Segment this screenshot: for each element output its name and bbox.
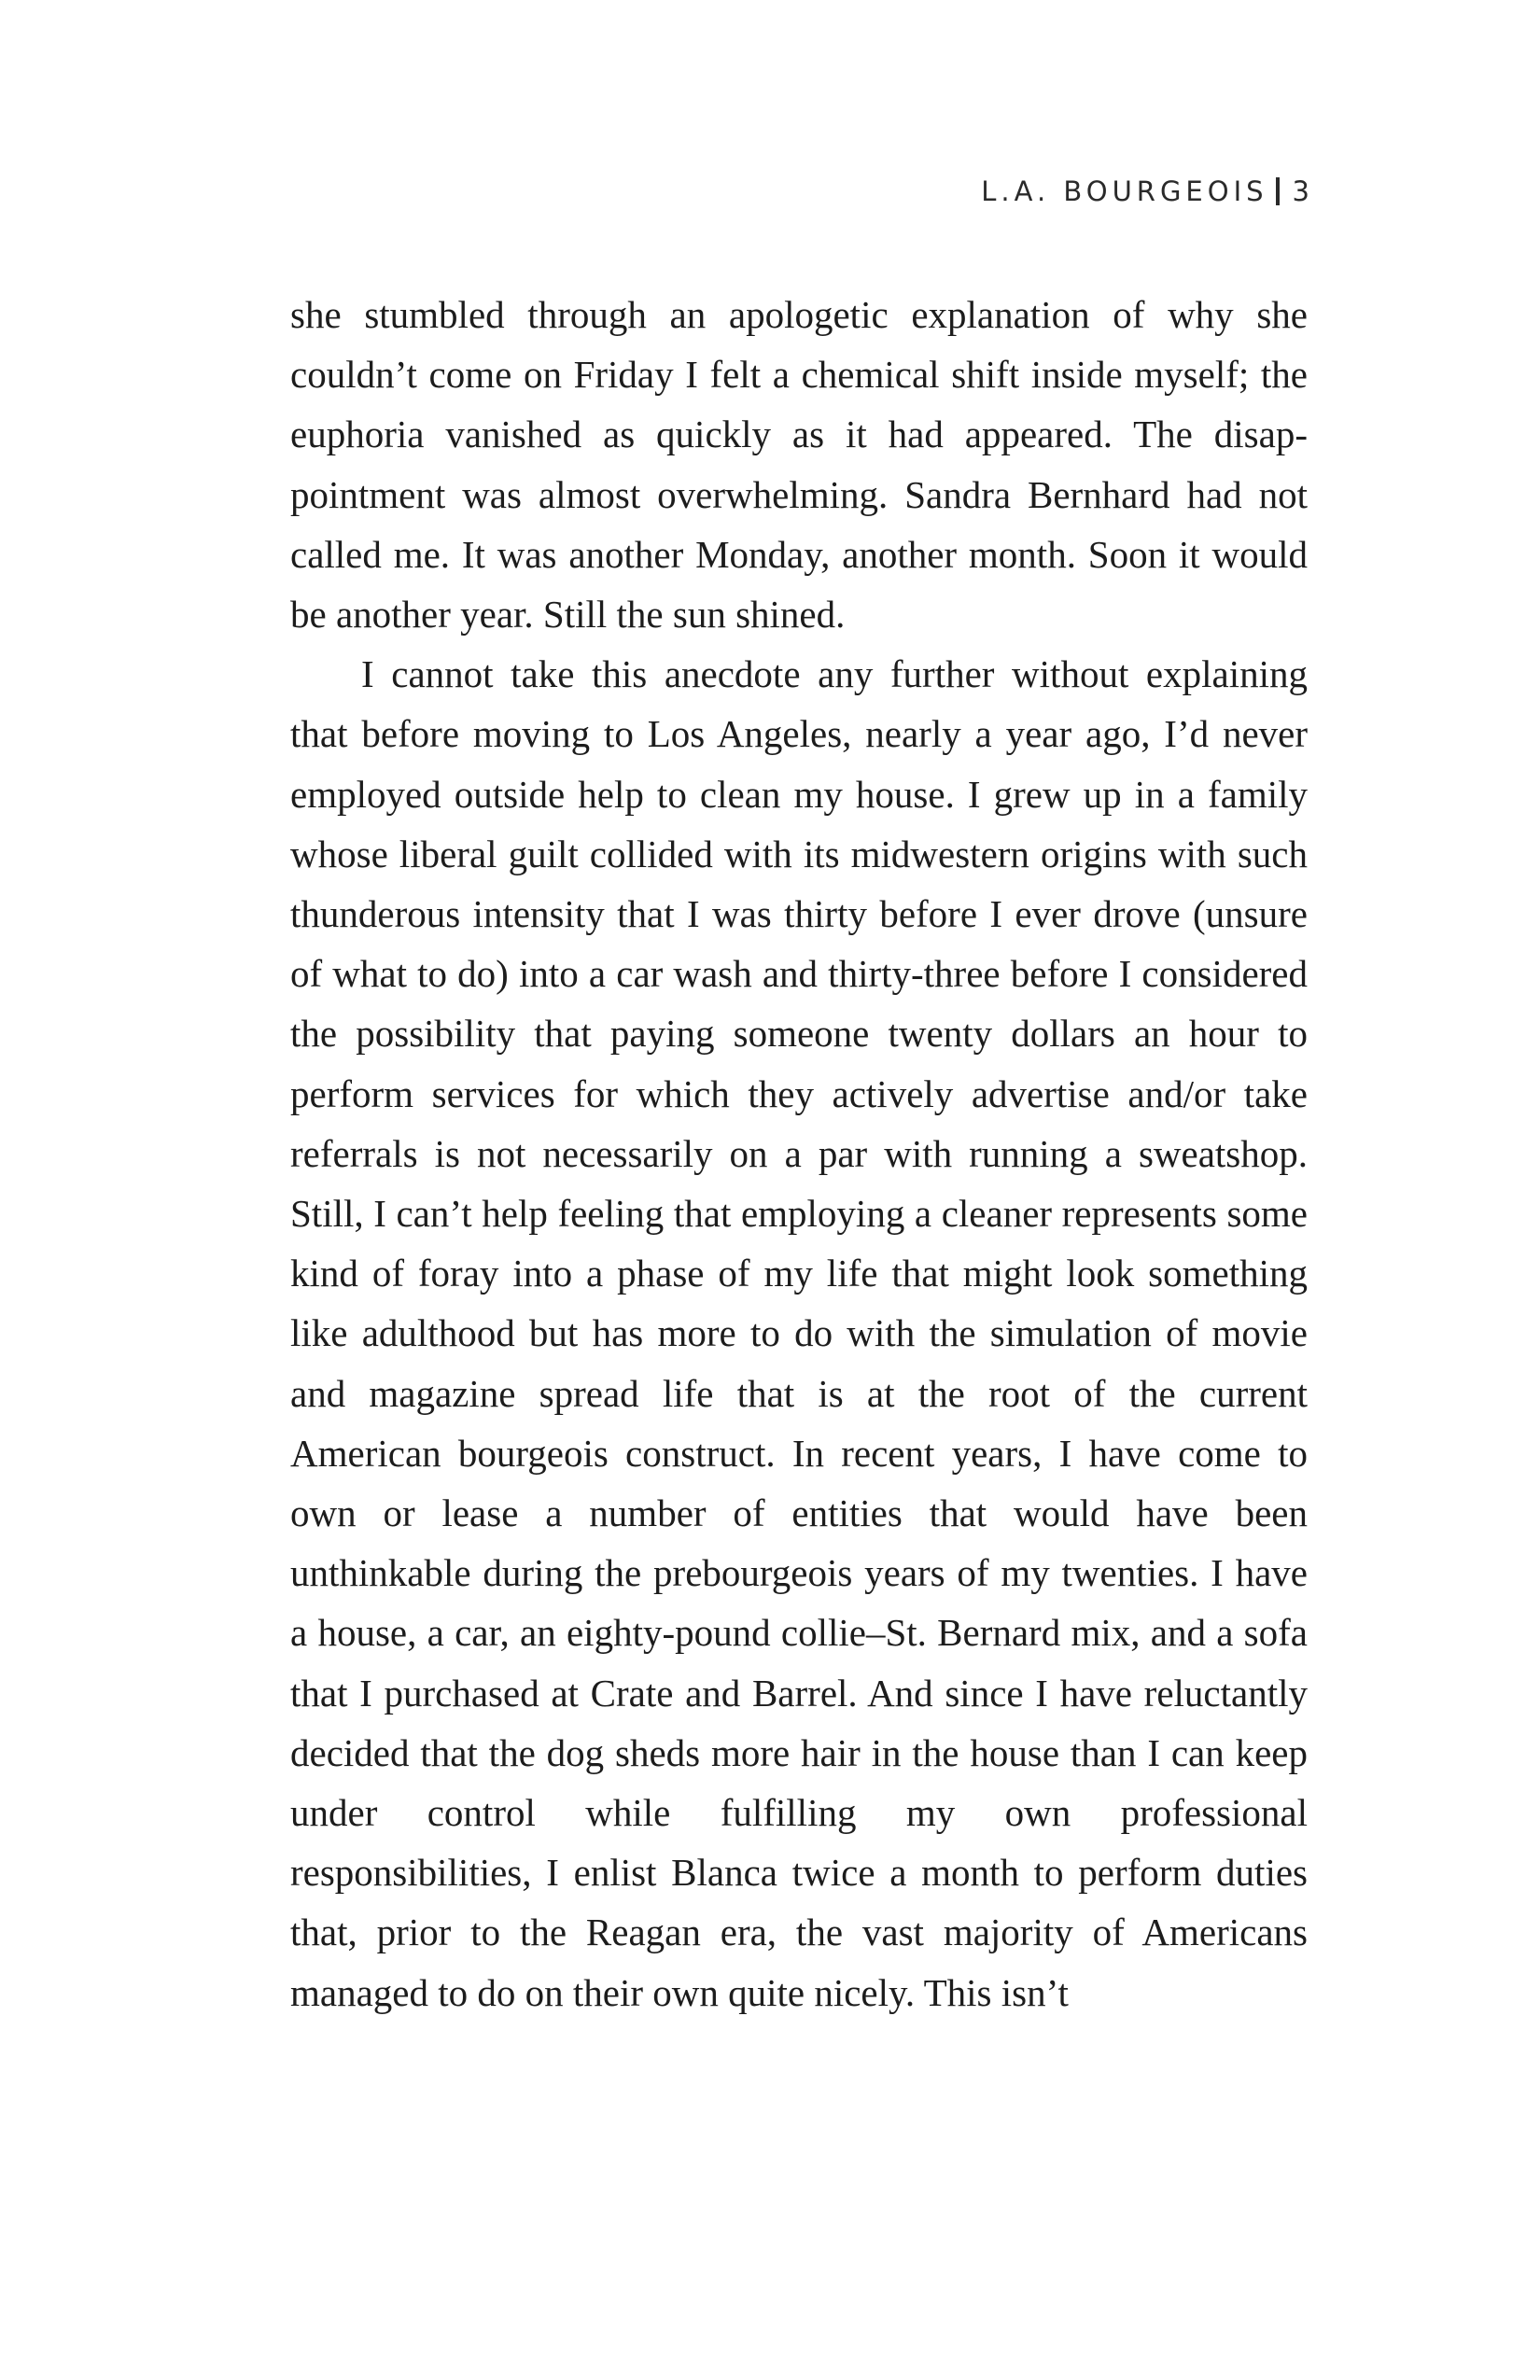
page-number: 3 <box>1292 175 1309 207</box>
running-head <box>981 175 1309 207</box>
running-head-author: L.A. BOURGEOIS <box>981 175 1268 207</box>
paragraph: I cannot take this anecdote any further without explaining that before moving to Los Angeles, nearly a year ago, I’d never employed outside help to clean my house. I grew up in a family whose liberal guilt collided with its midwestern origins with such thunderous intensity that I was thirty before I ever drove (unsure of what to do) into a car wash and thirty-three before I considered the possibility that paying someone twenty dollars an hour to perform services for which they actively advertise and/or take referrals is not necessarily on a par with running a sweatshop. Still, I can’t help feeling that employing a cleaner represents some kind of foray into a phase of my life that might look something like adulthood but has more to do with the simulation of movie and magazine spread life that is at the root of the current American bourgeois construct. In recent years, I have come to own or lease a number of entities that would have been unthinkable during the prebourgeois years of my twenties. I have a house, a car, an eighty-pound collie–St. Bernard mix, and a sofa that I purchased at Crate and Barrel. And since I have reluctantly decided that the dog sheds more hair in the house than I can keep under control while fulfilling my own professional responsibilities, I enlist Blanca twice a month to perform duties that, prior to the Reagan era, the vast majority of Americans managed to do on their own quite nicely. This isn’t <box>290 652 1308 2014</box>
paragraph: she stumbled through an apologetic explanation of why she couldn’t come on Friday I felt a chemical shift inside myself; the euphoria vanished as quickly as it had appeared. The disappointment was almost overwhelming. Sandra Bernhard had not called me. It was another Monday, another month. Soon it would be another year. Still the sun shined. <box>290 293 1308 637</box>
body-text <box>290 285 1308 2023</box>
running-head-separator <box>1276 177 1280 205</box>
